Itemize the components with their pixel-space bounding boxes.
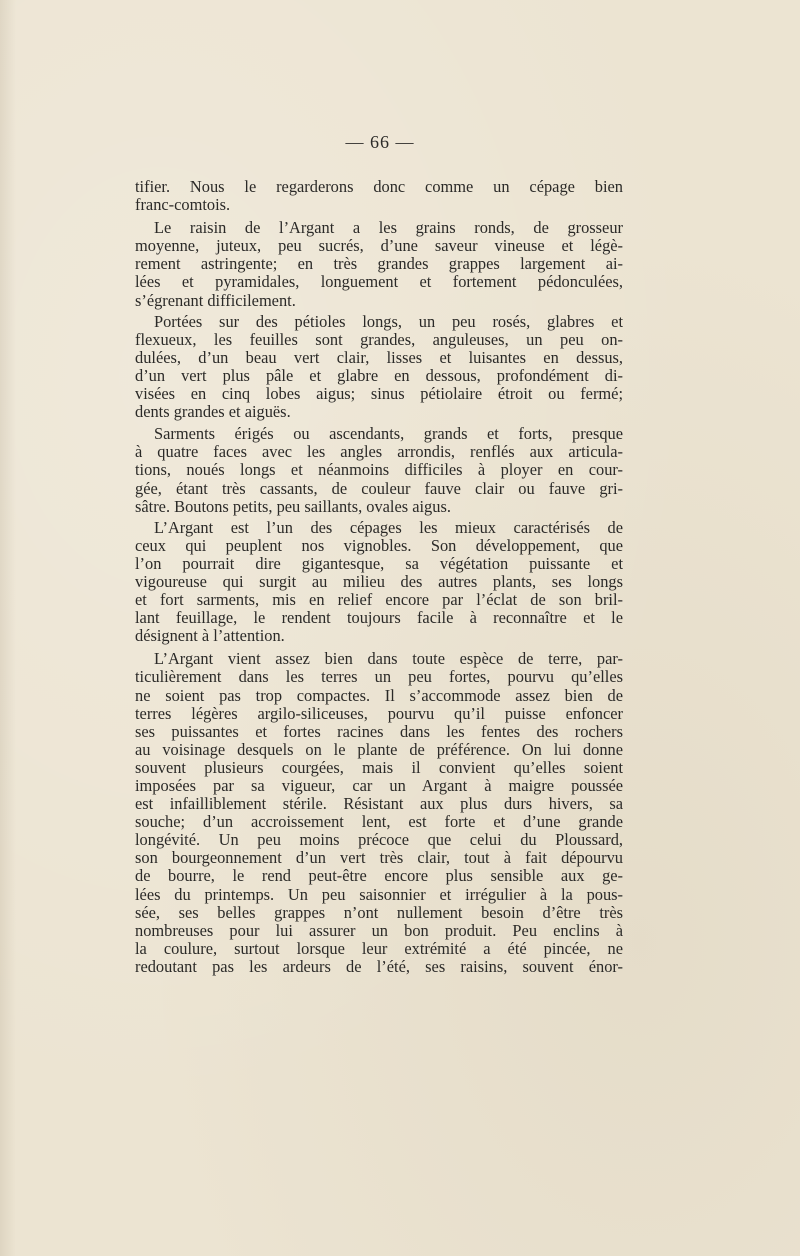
text-line: Sarments érigés ou ascendants, grands et forts, presque (154, 425, 623, 444)
text-line: désignent à l’attention. (135, 627, 285, 646)
text-line: s’égrenant difficilement. (135, 291, 296, 310)
page-edge-shadow (0, 0, 16, 1256)
paragraph (135, 219, 623, 309)
text-line: Portées sur des pétioles longs, un peu rosés, glabres et (154, 312, 623, 331)
text-line: visées en cinq lobes aigus; sinus pétiolaire étroit ou fermé; (135, 385, 623, 404)
text-line: et fort sarments, mis en relief encore par l’éclat de son bril- (135, 591, 623, 610)
paragraph (135, 313, 623, 422)
text-line: lées et pyramidales, longuement et fortement pédonculées, (135, 273, 623, 292)
text-line: souvent plusieurs courgées, mais il convient qu’elles soient (135, 758, 623, 777)
text-line: la coulure, surtout lorsque leur extrémité a été pincée, ne (135, 939, 623, 958)
text-line: est infailliblement stérile. Résistant aux plus durs hivers, sa (135, 795, 623, 814)
text-line: tions, noués longs et néanmoins difficiles à ployer en cour- (135, 461, 623, 480)
text-line: ses puissantes et fortes racines dans les fentes des rochers (135, 722, 623, 741)
text-line: nombreuses pour lui assurer un bon produit. Peu enclins à (135, 921, 623, 940)
text-line: redoutant pas les ardeurs de l’été, ses raisins, souvent énor- (135, 957, 623, 976)
paragraph (135, 178, 623, 214)
text-line: souche; d’un accroissement lent, est forte et d’une grande (135, 813, 623, 832)
text-line: flexueux, les feuilles sont grandes, anguleuses, un peu on- (135, 330, 623, 349)
text-line: terres légères argilo-siliceuses, pourvu qu’il puisse enfoncer (135, 704, 623, 723)
text-line: moyenne, juteux, peu sucrés, d’une saveur vineuse et légè- (135, 237, 623, 256)
text-line: de bourre, le rend peut-être encore plus sensible aux ge- (135, 867, 623, 886)
text-line: ne soient pas trop compactes. Il s’accommode assez bien de (135, 686, 623, 705)
text-line: Le raisin de l’Argant a les grains ronds, de grosseur (154, 219, 623, 238)
text-line: sâtre. Boutons petits, peu saillants, ovales aigus. (135, 497, 451, 516)
text-line: lant feuillage, le rendent toujours facile à reconnaître et le (135, 609, 623, 628)
text-line: imposées par sa vigueur, car un Argant à maigre poussée (135, 777, 623, 795)
text-line: ceux qui peuplent nos vignobles. Son développement, que (135, 536, 623, 555)
text-line: sée, ses belles grappes n’ont nullement besoin d’être très (135, 903, 623, 922)
text-line: à quatre faces avec les angles arrondis, renflés aux articula- (135, 443, 623, 462)
text-line: vigoureuse qui surgit au milieu des autres plants, ses longs (135, 572, 623, 591)
body-text (135, 178, 623, 976)
paragraph (135, 425, 623, 515)
text-line: franc-comtois. (135, 196, 231, 215)
text-line: longévité. Un peu moins précoce que celui du Ploussard, (135, 831, 623, 850)
text-line: ticulièrement dans les terres un peu fortes, pourvu qu’elles (135, 668, 623, 687)
text-line: dulées, d’un beau vert clair, lisses et luisantes en dessus, (135, 348, 623, 367)
text-line: gée, étant très cassants, de couleur fauve clair ou fauve gri- (135, 479, 623, 498)
text-line: L’Argant est l’un des cépages les mieux caractérisés de (154, 518, 623, 537)
text-line: lées du printemps. Un peu saisonnier et irrégulier à la pous- (135, 885, 623, 904)
page-number: — 66 — (345, 132, 415, 152)
text-line: au voisinage desquels on le plante de préférence. On lui donne (135, 740, 623, 759)
text-line: L’Argant vient assez bien dans toute espèce de terre, par- (154, 650, 623, 669)
paragraph (135, 519, 623, 646)
text-line: l’on pourrait dire gigantesque, sa végétation puissante et (135, 554, 623, 573)
text-line: rement astringente; en très grandes grappes largement ai- (135, 255, 623, 274)
text-line: tifier. Nous le regarderons donc comme un cépage bien (135, 178, 623, 196)
text-line: d’un vert plus pâle et glabre en dessous, profondément di- (135, 366, 623, 385)
text-line: son bourgeonnement d’un vert très clair, tout à fait dépourvu (135, 849, 623, 868)
paragraph (135, 650, 623, 976)
text-line: dents grandes et aiguës. (135, 403, 291, 422)
